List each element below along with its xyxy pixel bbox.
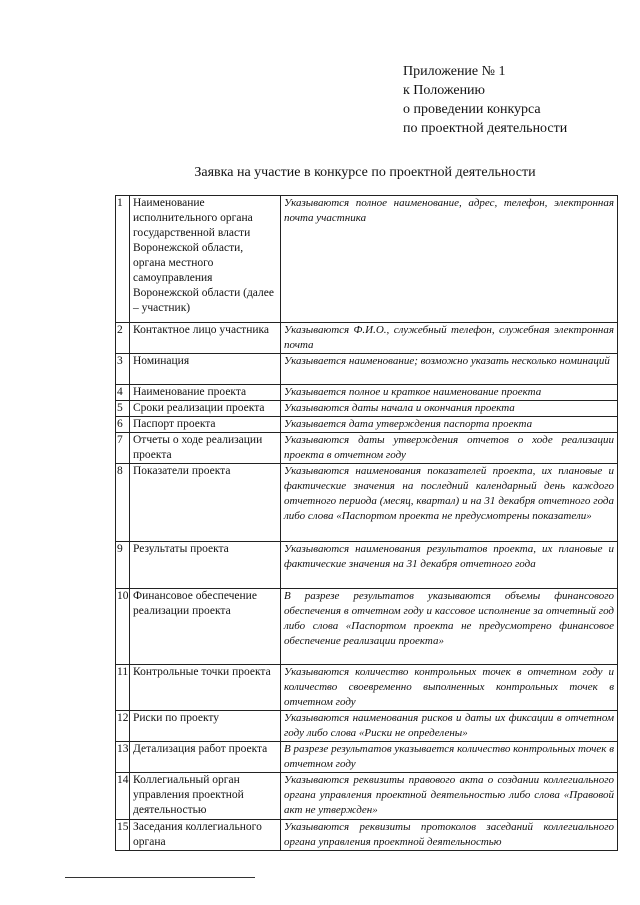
row-number: 10 <box>116 589 130 665</box>
row-field-description: Указывается полное и краткое наименование проекта <box>281 385 618 401</box>
row-number: 4 <box>116 385 130 401</box>
document-title: Заявка на участие в конкурсе по проектной деятельности <box>194 165 536 180</box>
row-number: 1 <box>116 196 130 323</box>
table-row <box>116 773 618 820</box>
appendix-line-2: к Положению <box>403 83 486 98</box>
row-number: 9 <box>116 542 130 589</box>
row-field-name: Контрольные точки проекта <box>130 665 281 711</box>
row-number: 8 <box>116 464 130 542</box>
appendix-line-3: о проведении конкурса <box>403 102 541 117</box>
table-row <box>116 665 618 711</box>
appendix-header <box>403 62 567 138</box>
table-row <box>116 464 618 542</box>
row-field-name: Финансовое обеспечение реализации проекта <box>130 589 281 665</box>
row-field-description: Указываются даты утверждения отчетов о ходе реализации проекта в отчетном году <box>281 433 618 464</box>
table-row <box>116 542 618 589</box>
table-row <box>116 820 618 851</box>
table-row <box>116 401 618 417</box>
row-number: 5 <box>116 401 130 417</box>
row-number: 6 <box>116 417 130 433</box>
row-field-description: Указываются Ф.И.О., служебный телефон, служебная электронная почта <box>281 323 618 354</box>
table-row <box>116 589 618 665</box>
row-field-description: Указываются наименования результатов проекта, их плановые и фактические значения на 31 декабря отчетного года <box>281 542 618 589</box>
row-field-description: В разрезе результатов указывается количество контрольных точек в отчетном году <box>281 742 618 773</box>
row-number: 13 <box>116 742 130 773</box>
row-number: 12 <box>116 711 130 742</box>
table-row <box>116 742 618 773</box>
row-field-description: Указываются реквизиты правового акта о создании коллегиального органа управления проектной деятельностью либо слова «Правовой акт не утвержден» <box>281 773 618 820</box>
row-field-name: Наименование исполнительного органа государственной власти Воронежской области, органа местного самоуправления Воронежской области (далее – участник) <box>130 196 281 323</box>
row-field-description: Указывается дата утверждения паспорта проекта <box>281 417 618 433</box>
row-number: 3 <box>116 354 130 385</box>
row-field-name: Риски по проекту <box>130 711 281 742</box>
table-row <box>116 433 618 464</box>
footnote-divider <box>65 877 255 878</box>
row-field-name: Коллегиальный орган управления проектной деятельностью <box>130 773 281 820</box>
row-field-name: Сроки реализации проекта <box>130 401 281 417</box>
row-field-description: Указываются количество контрольных точек в отчетном году и количество своевременно выполненных контрольных точек в отчетном году <box>281 665 618 711</box>
row-field-description: Указываются наименования показателей проекта, их плановые и фактические значения на последний календарный день каждого отчетного периода (месяц, квартал) и на 31 декабря отчетного года либо слова «Паспортом проекта не предусмотрены показатели» <box>281 464 618 542</box>
table-row <box>116 323 618 354</box>
row-field-name: Детализация работ проекта <box>130 742 281 773</box>
row-field-name: Отчеты о ходе реализации проекта <box>130 433 281 464</box>
appendix-line-4: по проектной деятельности <box>403 121 568 136</box>
table-row <box>116 417 618 433</box>
row-field-name: Заседания коллегиального органа <box>130 820 281 851</box>
table-row <box>116 385 618 401</box>
row-field-description: Указываются полное наименование, адрес, телефон, электронная почта участника <box>281 196 618 323</box>
row-field-name: Показатели проекта <box>130 464 281 542</box>
table-row <box>116 354 618 385</box>
row-field-description: В разрезе результатов указываются объемы финансового обеспечения в отчетном году и кассовое исполнение за отчетный год либо слова «Паспортом проекта не предусмотрено финансовое обеспечение реализации проекта» <box>281 589 618 665</box>
row-number: 14 <box>116 773 130 820</box>
row-field-name: Наименование проекта <box>130 385 281 401</box>
row-field-name: Паспорт проекта <box>130 417 281 433</box>
row-field-description: Указываются наименования рисков и даты их фиксации в отчетном году либо слова «Риски не определены» <box>281 711 618 742</box>
table-row <box>116 711 618 742</box>
row-field-name: Контактное лицо участника <box>130 323 281 354</box>
application-form-table <box>115 195 618 851</box>
appendix-line-1: Приложение № 1 <box>403 64 506 79</box>
table-row <box>116 196 618 323</box>
row-number: 15 <box>116 820 130 851</box>
row-field-name: Номинация <box>130 354 281 385</box>
row-field-description: Указываются реквизиты протоколов заседаний коллегиального органа управления проектной деятельностью <box>281 820 618 851</box>
row-field-description: Указывается наименование; возможно указать несколько номинаций <box>281 354 618 385</box>
row-number: 2 <box>116 323 130 354</box>
row-number: 11 <box>116 665 130 711</box>
row-field-name: Результаты проекта <box>130 542 281 589</box>
row-field-description: Указываются даты начала и окончания проекта <box>281 401 618 417</box>
row-number: 7 <box>116 433 130 464</box>
